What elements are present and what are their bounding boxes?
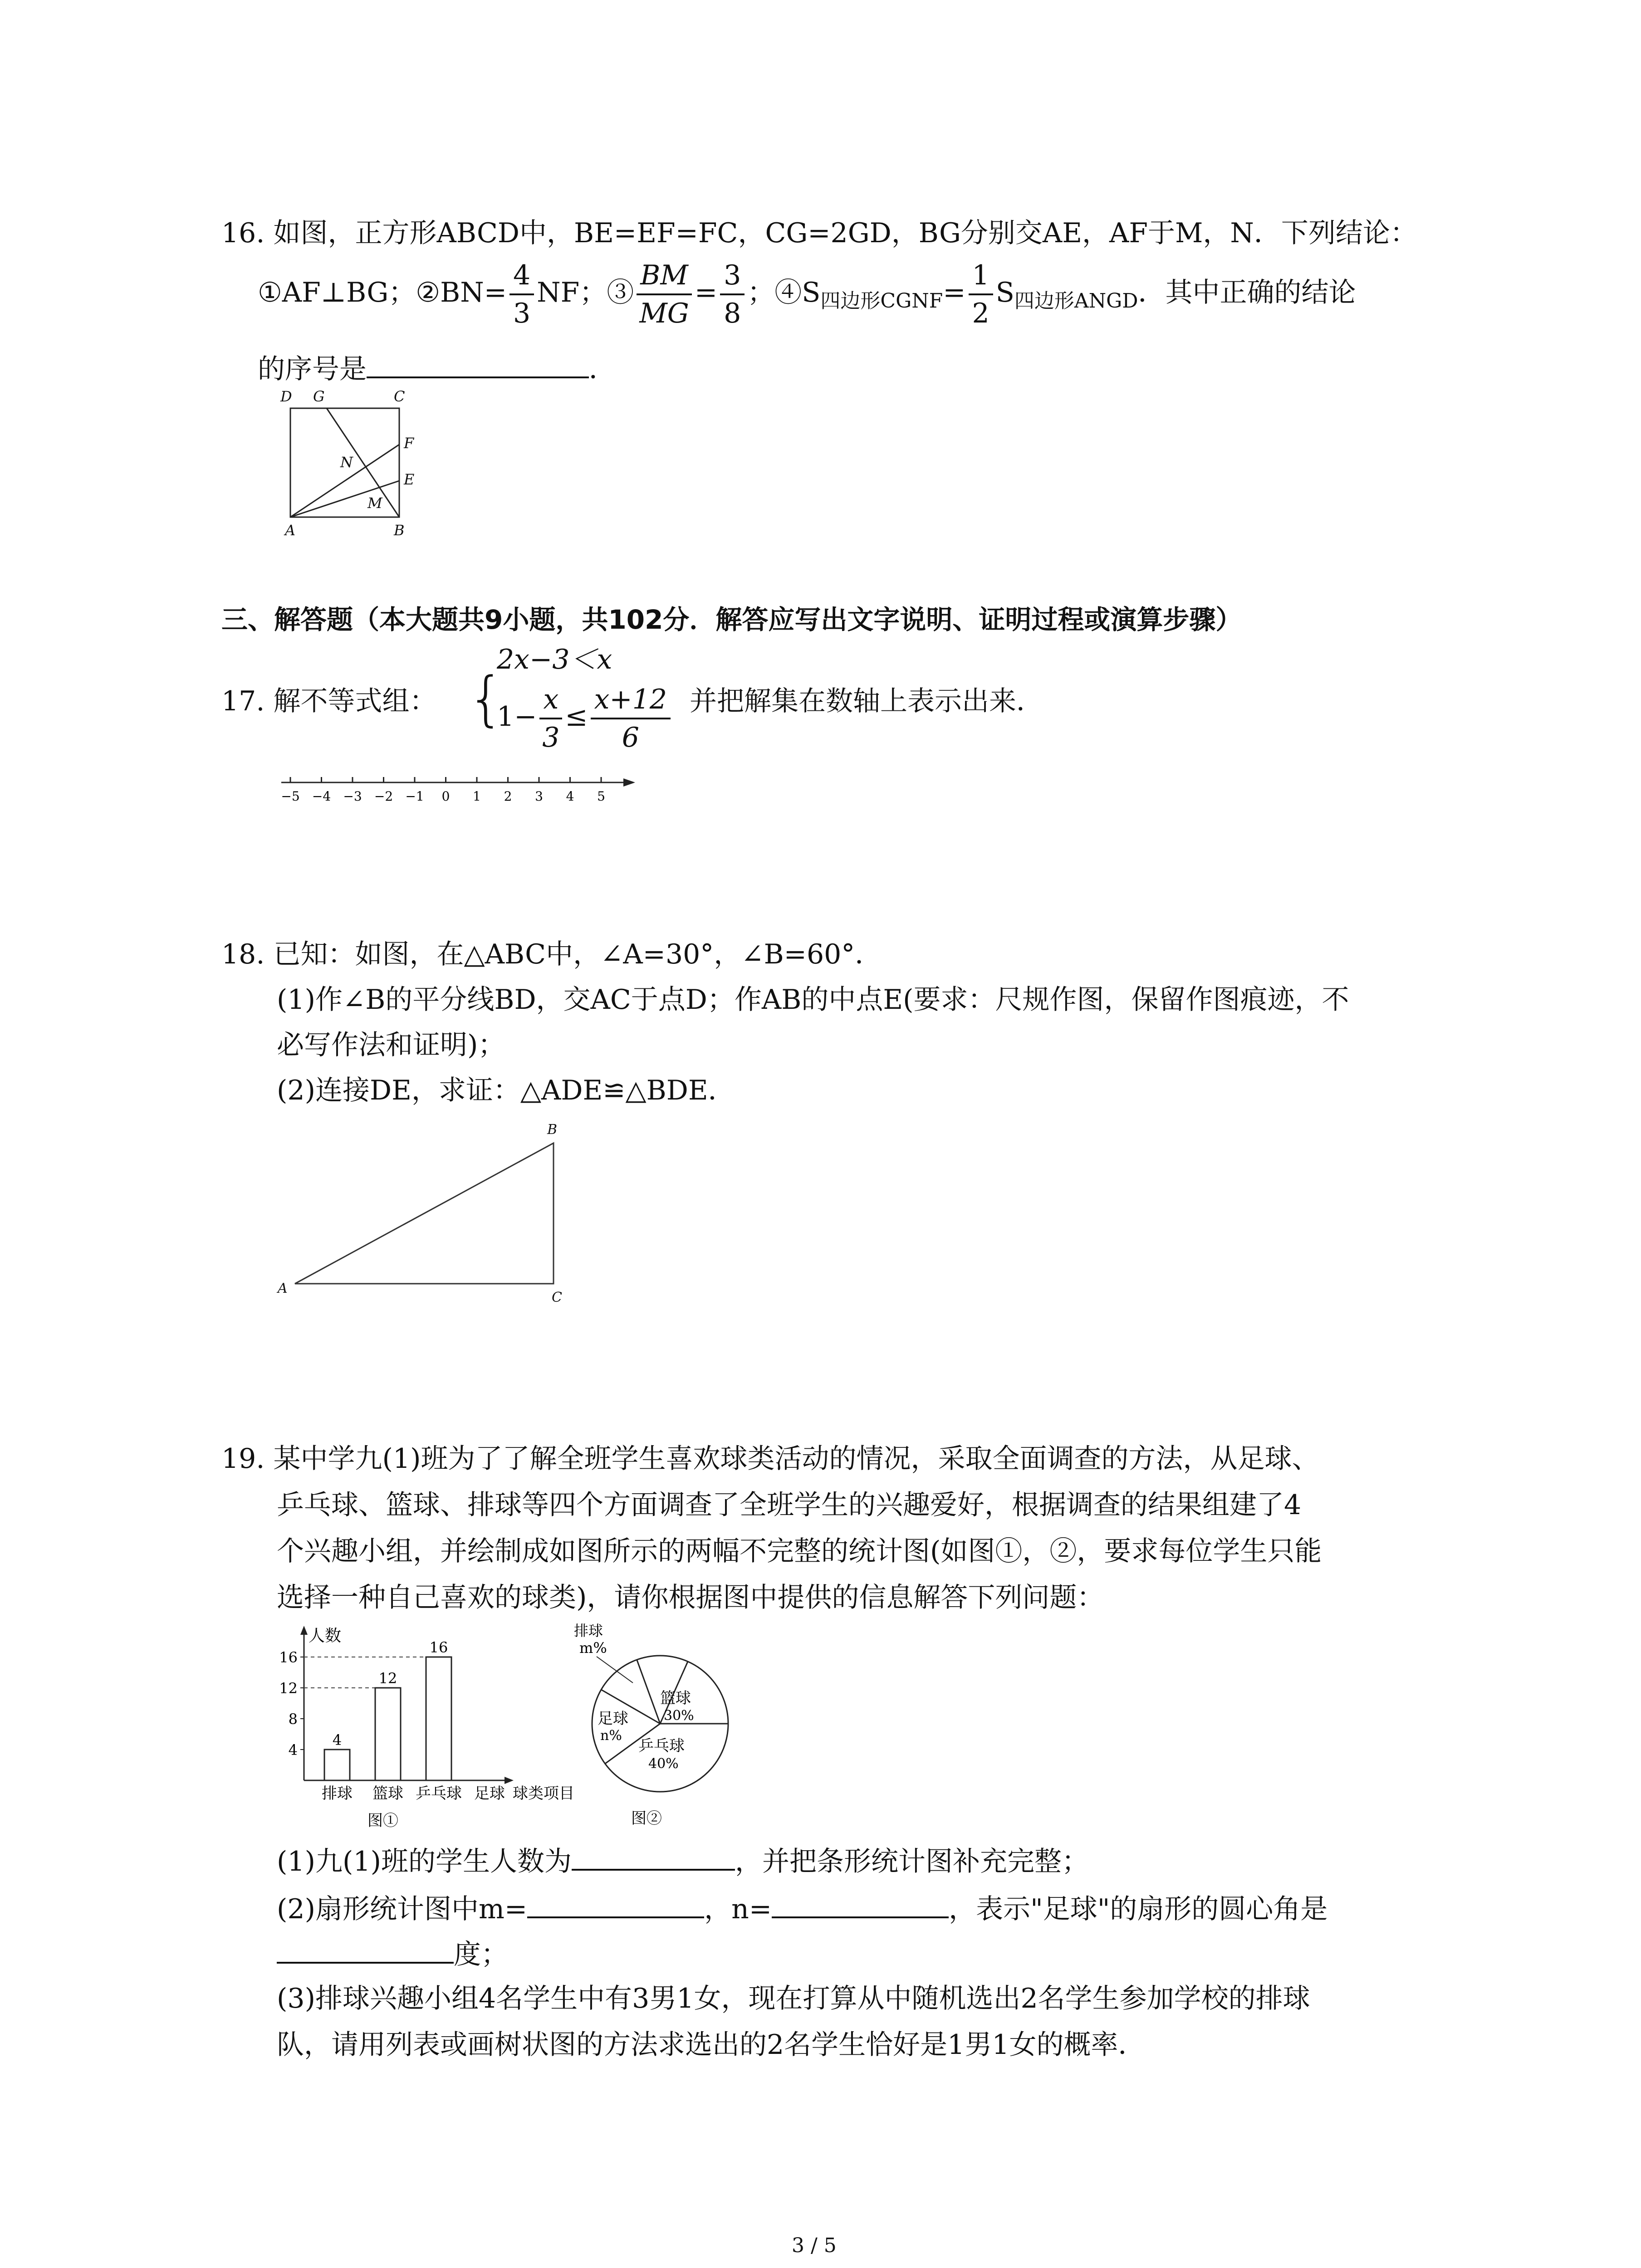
segment-ae xyxy=(290,481,399,517)
label-e: E xyxy=(404,471,415,488)
label-d: D xyxy=(280,388,292,405)
number-line-arrow xyxy=(623,778,635,787)
number-line-tick-label: 3 xyxy=(535,789,543,804)
number-line-tick-label: 0 xyxy=(441,789,450,804)
q19-part1-text: (1)九(1)班的学生人数为 xyxy=(277,1846,572,1877)
number-line-tick-label: 1 xyxy=(473,789,481,804)
bar-chart-caption: 图① xyxy=(367,1812,398,1830)
q17-ineq2 xyxy=(497,678,673,756)
q16-line2 xyxy=(258,254,1356,340)
label-b: B xyxy=(547,1122,558,1138)
bar xyxy=(324,1750,350,1780)
q19-m-blank[interactable] xyxy=(527,1889,704,1918)
pie-slice-edge xyxy=(637,1660,660,1724)
q17-ineq2a: 1− xyxy=(497,701,537,733)
pie-chart-caption: 图② xyxy=(631,1809,662,1828)
triangle-abc xyxy=(295,1143,554,1284)
q19-line2: 乒乓球、篮球、排球等四个方面调查了全班学生的兴趣爱好，根据调查的结果组建了4 xyxy=(277,1489,1302,1521)
label-a: A xyxy=(285,522,296,539)
bar-y-tick-label: 16 xyxy=(279,1649,298,1666)
pie-label-football: 足球 xyxy=(598,1710,628,1728)
q17-brace: { xyxy=(467,664,505,733)
label-g: G xyxy=(313,388,325,405)
q16-line3 xyxy=(258,349,616,386)
number-line-tick-label: −5 xyxy=(281,789,300,804)
bar-value-label: 4 xyxy=(332,1731,342,1749)
pie-leader-line xyxy=(597,1657,633,1683)
bar-y-tick-label: 4 xyxy=(288,1741,298,1759)
number-line-tick-label: −3 xyxy=(343,789,362,804)
q19-part2-n: ，n= xyxy=(704,1893,772,1925)
number-line-tick-label: −2 xyxy=(374,789,393,804)
q17-suffix: 并把解集在数轴上表示出来． xyxy=(690,685,1043,717)
q19-part2 xyxy=(277,1889,1327,1926)
label-c: C xyxy=(552,1290,562,1305)
q16-line3-text: 的序号是 xyxy=(258,353,367,385)
q19-line1: 19. 某中学九(1)班为了了解全班学生喜欢球类活动的情况，采取全面调查的方法，从足球、 xyxy=(221,1443,1319,1475)
q19-part3-line1: (3)排球兴趣小组4名学生中有3男1女，现在打算从中随机选出2名学生参加学校的排球 xyxy=(277,1983,1310,2014)
q19-part1 xyxy=(277,1842,1089,1878)
label-f: F xyxy=(404,435,414,452)
q16-c2: NF；③ xyxy=(537,277,634,308)
q17-prefix: 17. 解不等式组： xyxy=(221,685,437,717)
q16-c5: = xyxy=(943,277,966,308)
q18-triangle-figure xyxy=(268,1111,585,1315)
number-line-tick-label: −4 xyxy=(312,789,331,804)
pie-value-football: n% xyxy=(600,1728,622,1744)
q16-frac2: $\frac{BM}{MG}$ xyxy=(637,257,692,332)
number-line-tick-label: 4 xyxy=(566,789,574,804)
q16-c6: S xyxy=(995,277,1014,308)
q16-sub2: 四边形ANGD xyxy=(1014,289,1138,313)
bar-y-label: 人数 xyxy=(309,1627,342,1645)
q16-c7: ．其中正确的结论 xyxy=(1138,277,1356,308)
q16-line3-end: ． xyxy=(589,353,616,385)
page-number: 3 / 5 xyxy=(792,2234,837,2257)
q19-n-blank[interactable] xyxy=(772,1889,949,1918)
pie-label-basketball: 篮球 xyxy=(660,1689,691,1707)
pie-value-pingpong: 40% xyxy=(648,1756,679,1772)
q19-part1-blank[interactable] xyxy=(572,1842,735,1871)
q16-c3: = xyxy=(694,277,718,308)
pie-label-volleyball: 排球 xyxy=(574,1622,603,1639)
bar-y-tick-label: 8 xyxy=(288,1711,298,1728)
bar-chart xyxy=(254,1619,608,1833)
label-b: B xyxy=(394,522,405,539)
label-n: N xyxy=(340,454,353,471)
q16-sub1: 四边形CGNF xyxy=(820,289,943,313)
q18-line3: 必写作法和证明)； xyxy=(277,1029,505,1061)
label-m: M xyxy=(367,494,382,512)
q19-part2-line2 xyxy=(277,1935,508,1971)
q19-angle-blank[interactable] xyxy=(277,1935,454,1964)
pie-label-pingpong: 乒乓球 xyxy=(638,1737,685,1755)
number-line-tick-label: −1 xyxy=(405,789,424,804)
q16-line1: 16. 如图，正方形ABCD中，BE=EF=FC，CG=2GD，BG分别交AE，AF于M，N．下列结论： xyxy=(221,217,1417,249)
bar-value-label: 16 xyxy=(429,1639,448,1656)
bar-category-label: 足球 xyxy=(474,1784,505,1803)
q19-part3-line2: 队，请用列表或画树状图的方法求选出的2名学生恰好是1男1女的概率． xyxy=(277,2029,1146,2061)
number-line xyxy=(277,769,640,814)
q17-frac-x12: $\frac{x+12}{6}$ xyxy=(591,681,671,756)
q19-part1-tail: ，并把条形统计图补充完整； xyxy=(735,1846,1089,1877)
q18-line2: (1)作∠B的平分线BD，交AC于点D；作AB的中点E(要求：尺规作图，保留作图痕迹，不 xyxy=(277,984,1349,1016)
number-line-tick-label: 5 xyxy=(597,789,605,804)
label-a: A xyxy=(278,1281,288,1296)
q16-answer-blank[interactable] xyxy=(367,349,589,378)
q16-figure xyxy=(272,381,454,553)
section-3-heading: 三、解答题（本大题共9小题，共102分．解答应写出文字说明、证明过程或演算步骤） xyxy=(221,604,1242,635)
q17-frac-x3: $\frac{x}{3}$ xyxy=(539,681,562,756)
bar-category-label: 排球 xyxy=(322,1784,353,1803)
pie-chart xyxy=(569,1615,751,1833)
q18-line1: 18. 已知：如图，在△ABC中，∠A=30°，∠B=60°． xyxy=(221,938,882,970)
q19-part2-text: (2)扇形统计图中m= xyxy=(277,1893,528,1925)
bar xyxy=(375,1688,401,1780)
bar-x-arrow xyxy=(505,1777,514,1784)
pie-value-basketball: 30% xyxy=(664,1708,694,1724)
bar-value-label: 12 xyxy=(378,1670,397,1687)
q16-frac1: $\frac{4}{3}$ xyxy=(509,257,534,332)
number-line-tick-label: 2 xyxy=(504,789,512,804)
q19-line4: 选择一种自己喜欢的球类)，请你根据图中提供的信息解答下列问题： xyxy=(277,1582,1104,1613)
q16-c4: ；④S xyxy=(747,277,821,308)
bar-y-arrow xyxy=(300,1626,308,1635)
q18-line4: (2)连接DE，求证：△ADE≌△BDE． xyxy=(277,1075,735,1106)
q19-line3: 个兴趣小组，并绘制成如图所示的两幅不完整的统计图(如图①，②，要求每位学生只能 xyxy=(277,1535,1322,1567)
q17-le: ≤ xyxy=(565,701,588,733)
bar-category-label: 乒乓球 xyxy=(416,1784,462,1803)
label-c: C xyxy=(394,388,405,405)
bar-x-label: 球类项目 xyxy=(513,1784,574,1803)
q19-part2-tail: ，表示"足球"的扇形的圆心角是 xyxy=(949,1893,1328,1925)
q16-frac4: $\frac{1}{2}$ xyxy=(969,257,993,332)
bar-y-tick-label: 12 xyxy=(279,1680,298,1697)
bar-category-label: 篮球 xyxy=(372,1784,403,1803)
pie-value-volleyball: m% xyxy=(579,1639,607,1657)
q19-part2-degree: 度； xyxy=(454,1939,508,1970)
q17-ineq1: 2x−3＜x xyxy=(497,644,612,675)
bar xyxy=(426,1657,451,1780)
q16-frac3: $\frac{3}{8}$ xyxy=(720,257,745,332)
q16-c1: ①AF⊥BG；②BN= xyxy=(258,277,507,308)
